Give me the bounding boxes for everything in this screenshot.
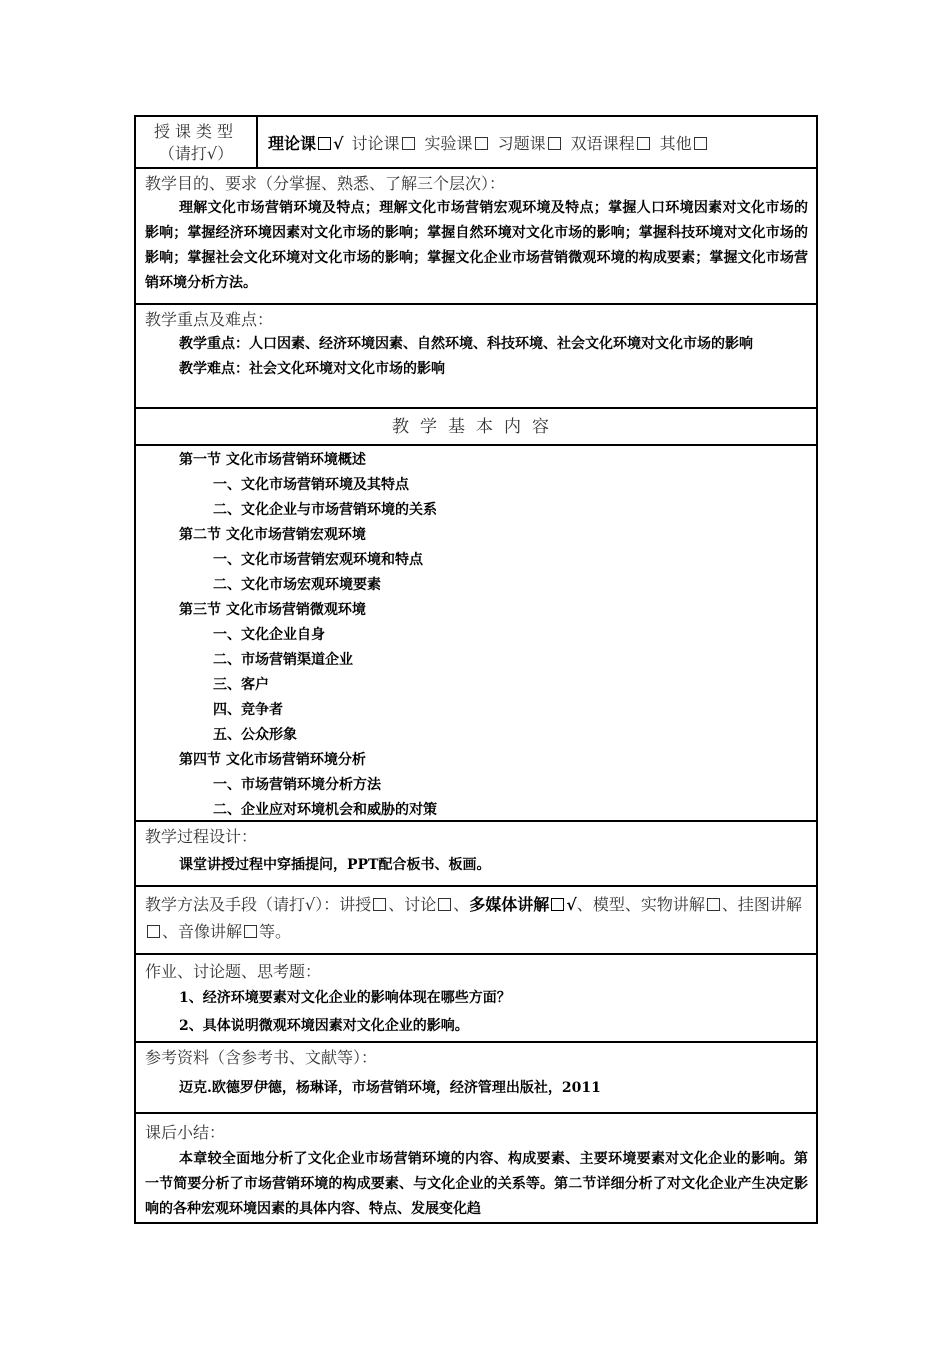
content-title-row	[134, 409, 818, 446]
method-option[interactable]	[404, 895, 453, 914]
homework-row	[134, 955, 818, 1043]
outline-item: 一、文化市场营销宏观环境和特点	[213, 552, 423, 568]
method-option-label: 讨论	[404, 895, 437, 914]
method-option-label: 模型、实物讲解	[592, 895, 705, 914]
outline-item: 五、公众形象	[213, 727, 297, 743]
homework-item-2: 2、具体说明微观环境因素对文化企业的影响。	[179, 1018, 469, 1034]
outline-item: 一、市场营销环境分析方法	[213, 777, 381, 793]
outline-item: 四、竞争者	[213, 702, 283, 718]
key-points-focus: 教学重点：人口因素、经济环境因素、自然环境、科技环境、社会文化环境对文化市场的影响	[179, 336, 753, 352]
course-type-option-label: 双语课程	[570, 133, 635, 153]
course-type-option-label: 理论课	[268, 133, 317, 153]
checkbox-icon[interactable]	[318, 137, 331, 150]
method-option[interactable]	[469, 895, 577, 914]
course-type-option[interactable]	[660, 131, 709, 154]
method-option[interactable]	[593, 895, 722, 914]
check-mark: √	[566, 895, 577, 914]
outline-section-heading: 第三节 文化市场营销微观环境	[179, 602, 366, 618]
methods-line: 教学方法及手段（请打√）：讲授 、讨论 、多媒体讲解 √、模型、实物讲解 、挂图讲解、音像讲解 等。	[145, 895, 802, 941]
outline-item: 二、市场营销渠道企业	[213, 652, 353, 668]
checkbox-icon[interactable]	[244, 925, 257, 938]
references-text: 迈克.欧德罗伊德，杨琳译，市场营销环境，经济管理出版社，2011	[179, 1080, 601, 1096]
content-title: 教学基本内容	[392, 417, 560, 437]
check-mark: √	[333, 133, 344, 153]
checkbox-icon[interactable]	[147, 925, 160, 938]
course-type-label	[136, 117, 258, 167]
methods-prefix: 教学方法及手段（请打√）：	[145, 895, 340, 914]
methods-suffix: 等。	[259, 922, 292, 941]
course-type-row	[134, 115, 818, 169]
checkbox-icon[interactable]	[373, 898, 386, 911]
summary-row	[134, 1114, 818, 1224]
outline-section-heading: 第二节 文化市场营销宏观环境	[179, 527, 366, 543]
method-option-label: 讲授	[339, 895, 372, 914]
checkbox-icon[interactable]	[475, 137, 488, 150]
method-option[interactable]	[339, 895, 388, 914]
checkbox-icon[interactable]	[694, 137, 707, 150]
checkbox-icon[interactable]	[637, 137, 650, 150]
key-points-difficulty: 教学难点：社会文化环境对文化市场的影响	[179, 361, 445, 377]
checkbox-icon[interactable]	[551, 898, 564, 911]
content-outline	[136, 446, 816, 825]
course-type-option[interactable]	[352, 131, 417, 154]
course-type-option[interactable]	[425, 131, 490, 154]
outline-item: 二、文化市场宏观环境要素	[213, 577, 381, 593]
method-option-label: 音像讲解	[178, 922, 243, 941]
course-type-option[interactable]	[571, 131, 652, 154]
method-option-label: 多媒体讲解	[469, 895, 550, 914]
outline-item: 三、客户	[213, 677, 269, 693]
course-type-option-label: 其他	[659, 133, 692, 153]
process-text: 课堂讲授过程中穿插提问，PPT配合板书、板画。	[179, 857, 491, 873]
course-type-label-line2: （请打√）	[158, 144, 234, 163]
course-type-option-label: 实验课	[424, 133, 473, 153]
summary-text: 本章较全面地分析了文化企业市场营销环境的内容、构成要素、主要环境要素对文化企业的影响。第一节简要分析了市场营销环境的构成要素、与文化企业的关系等。第二节详细分析了对文化企业产生决定影响的各种宏观环境因素的具体内容、特点、发展变化趋	[145, 1151, 808, 1217]
objectives-text: 理解文化市场营销环境及特点；理解文化市场营销宏观环境及特点；掌握人口环境因素对文化市场的影响；掌握经济环境因素对文化市场的影响；掌握自然环境对文化市场的影响；掌握科技环境对文化市场的影响；掌握社会文化环境对文化市场的影响；掌握文化企业市场营销微观环境的构成要素；掌握文化市场营销环境分析方法。	[145, 200, 808, 291]
homework-item-1: 1、经济环境要素对文化企业的影响体现在哪些方面？	[179, 990, 511, 1006]
course-type-option[interactable]	[268, 131, 344, 154]
outline-section-heading: 第一节 文化市场营销环境概述	[179, 452, 366, 468]
course-type-label-line1: 授课类型	[153, 122, 238, 141]
checkbox-icon[interactable]	[548, 137, 561, 150]
homework-title: 作业、讨论题、思考题：	[145, 962, 322, 981]
process-title: 教学过程设计：	[145, 827, 258, 846]
objectives-title: 教学目的、要求（分掌握、熟悉、了解三个层次）：	[145, 174, 506, 193]
references-row	[134, 1043, 818, 1114]
outline-item: 二、文化企业与市场营销环境的关系	[213, 502, 437, 518]
course-type-option-label: 习题课	[497, 133, 546, 153]
objectives-row	[134, 169, 818, 305]
method-option-label: 挂图讲解	[737, 895, 802, 914]
checkbox-icon[interactable]	[707, 898, 720, 911]
process-row	[134, 822, 818, 887]
lesson-plan-table	[134, 115, 818, 1224]
course-type-options	[258, 117, 816, 167]
course-type-option-label: 讨论课	[351, 133, 400, 153]
content-row	[134, 446, 818, 822]
methods-row	[134, 887, 818, 955]
outline-item: 一、文化市场营销环境及其特点	[213, 477, 409, 493]
checkbox-icon[interactable]	[402, 137, 415, 150]
course-type-option[interactable]	[498, 131, 563, 154]
summary-title: 课后小结：	[145, 1123, 226, 1142]
method-option[interactable]	[178, 922, 259, 941]
references-title: 参考资料（含参考书、文献等）：	[145, 1048, 378, 1067]
outline-item: 二、企业应对环境机会和威胁的对策	[213, 802, 437, 818]
outline-item: 一、文化企业自身	[213, 627, 325, 643]
key-points-row	[134, 305, 818, 409]
checkbox-icon[interactable]	[438, 898, 451, 911]
key-points-title: 教学重点及难点：	[145, 310, 274, 329]
outline-section-heading: 第四节 文化市场营销环境分析	[179, 752, 366, 768]
